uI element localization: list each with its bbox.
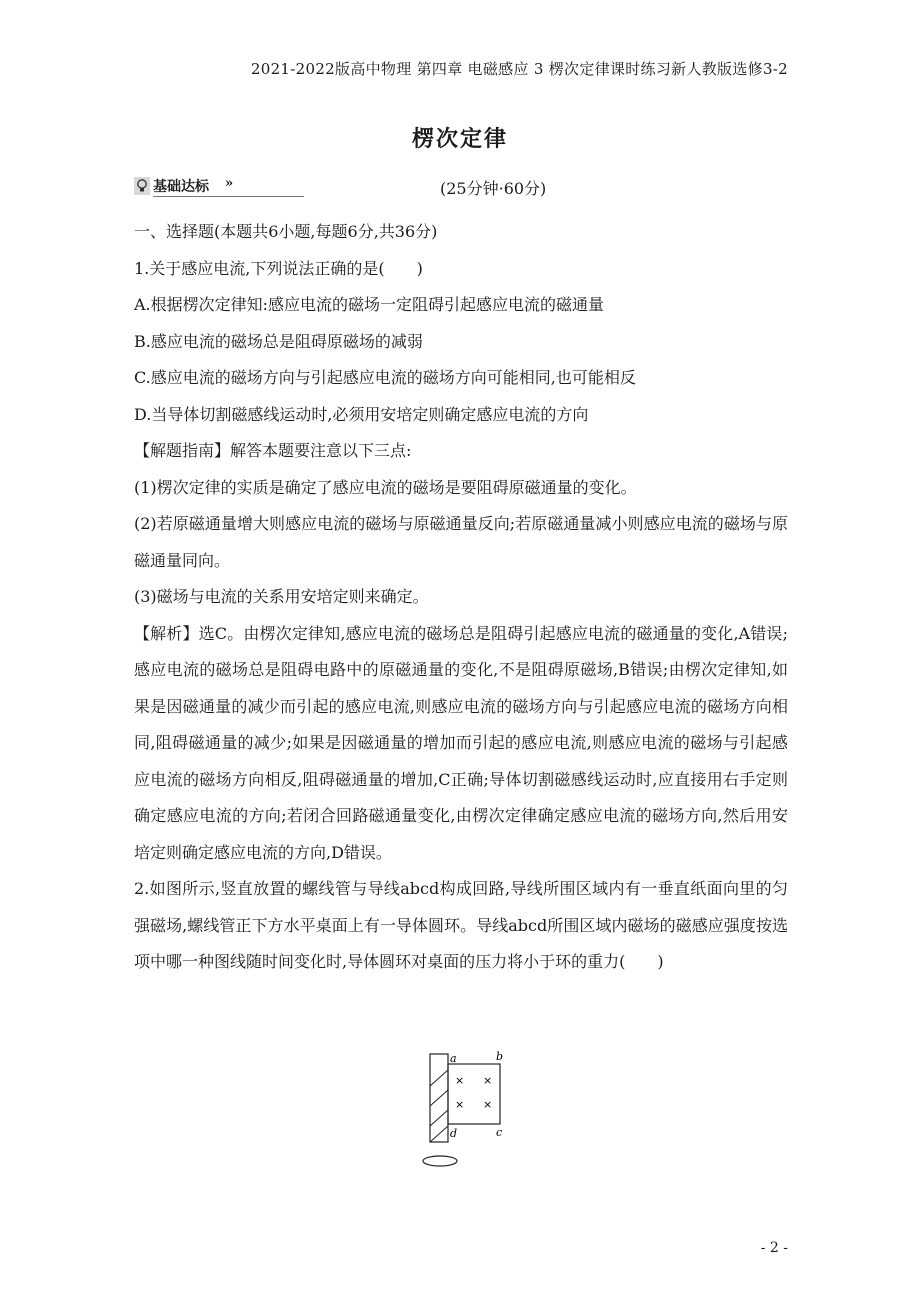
circuit-abcd [448, 1064, 500, 1124]
q1-stem: 1.关于感应电流,下列说法正确的是( ) [134, 258, 423, 278]
solenoid-circuit-figure [418, 1048, 518, 1172]
q1-guide-intro: 【解题指南】解答本题要注意以下三点: [134, 441, 412, 460]
page-title: 楞次定律 [411, 127, 508, 152]
label-a: a [450, 1052, 457, 1065]
label-d: d [450, 1127, 458, 1140]
field-mark: × [455, 1074, 465, 1087]
q1-option-c: C.感应电流的磁场方向与引起感应电流的磁场方向可能相同,也可能相反 [134, 368, 636, 387]
label-b: b [496, 1050, 504, 1063]
q1-option-d: D.当导体切割磁感线运动时,必须用安培定则确定感应电流的方向 [134, 404, 589, 424]
badge-label: 基础达标 [153, 179, 209, 195]
q1-option-b: B.感应电流的磁场总是阻碍原磁场的减弱 [134, 331, 423, 351]
field-mark: × [455, 1098, 465, 1111]
page-number: - 2 - [760, 1240, 788, 1256]
label-c: c [496, 1126, 503, 1139]
q1-guide-point-1: (1)楞次定律的实质是确定了感应电流的磁场是要阻碍原磁通量的变化。 [134, 477, 637, 497]
question-content [134, 214, 788, 981]
badge-underline [153, 196, 304, 197]
running-header: 2021-2022版高中物理 第四章 电磁感应 3 楞次定律课时练习新人教版选修3-2 [250, 60, 788, 78]
time-score-note: (25分钟·60分) [440, 179, 547, 198]
q1-guide-point-3: (3)磁场与电流的关系用安培定则来确定。 [134, 587, 429, 606]
field-mark: × [483, 1074, 493, 1087]
chevron-right-icon: » [225, 176, 234, 191]
q2-stem: 2.如图所示,竖直放置的螺线管与导线abcd构成回路,导线所围区域内有一垂直纸面向里的匀强磁场,螺线管正下方水平桌面上有一导体圆环。导线abcd所围区域内磁场的磁感应强度按选项中哪一种图线随时间变化时,导体圆环对桌面的压力将小于环的重力( ) [134, 879, 788, 971]
field-mark: × [483, 1098, 493, 1111]
lightbulb-icon [134, 177, 150, 195]
section-badge [134, 176, 304, 198]
q1-guide-point-2: (2)若原磁通量增大则感应电流的磁场与原磁通量反向;若原磁通量减小则感应电流的磁场与原磁通量同向。 [134, 514, 788, 570]
conducting-ring [423, 1156, 457, 1166]
q1-option-a: A.根据楞次定律知:感应电流的磁场一定阻碍引起感应电流的磁通量 [134, 295, 605, 314]
q1-analysis: 【解析】选C。由楞次定律知,感应电流的磁场总是阻碍引起感应电流的磁通量的变化,A错误;感应电流的磁场总是阻碍电路中的原磁通量的变化,不是阻碍原磁场,B错误;由楞次定律知,如果是因磁通量的减少而引起的感应电流,则感应电流的磁场方向与引起感应电流的磁场方向相同,阻碍磁通量的减少;如果是因磁通量的增加而引起的感应电流,则感应电流的磁场与引起感应电流的磁场方向相反,阻碍磁通量的增加,C正确;导体切割磁感线运动时,应直接用右手定则确定感应电流的方向;若闭合回路磁通量变化,由楞次定律确定感应电流的磁场方向,然后用安培定则确定感应电流的方向,D错误。 [134, 623, 788, 862]
section-heading: 一、选择题(本题共6小题,每题6分,共36分) [134, 222, 438, 241]
